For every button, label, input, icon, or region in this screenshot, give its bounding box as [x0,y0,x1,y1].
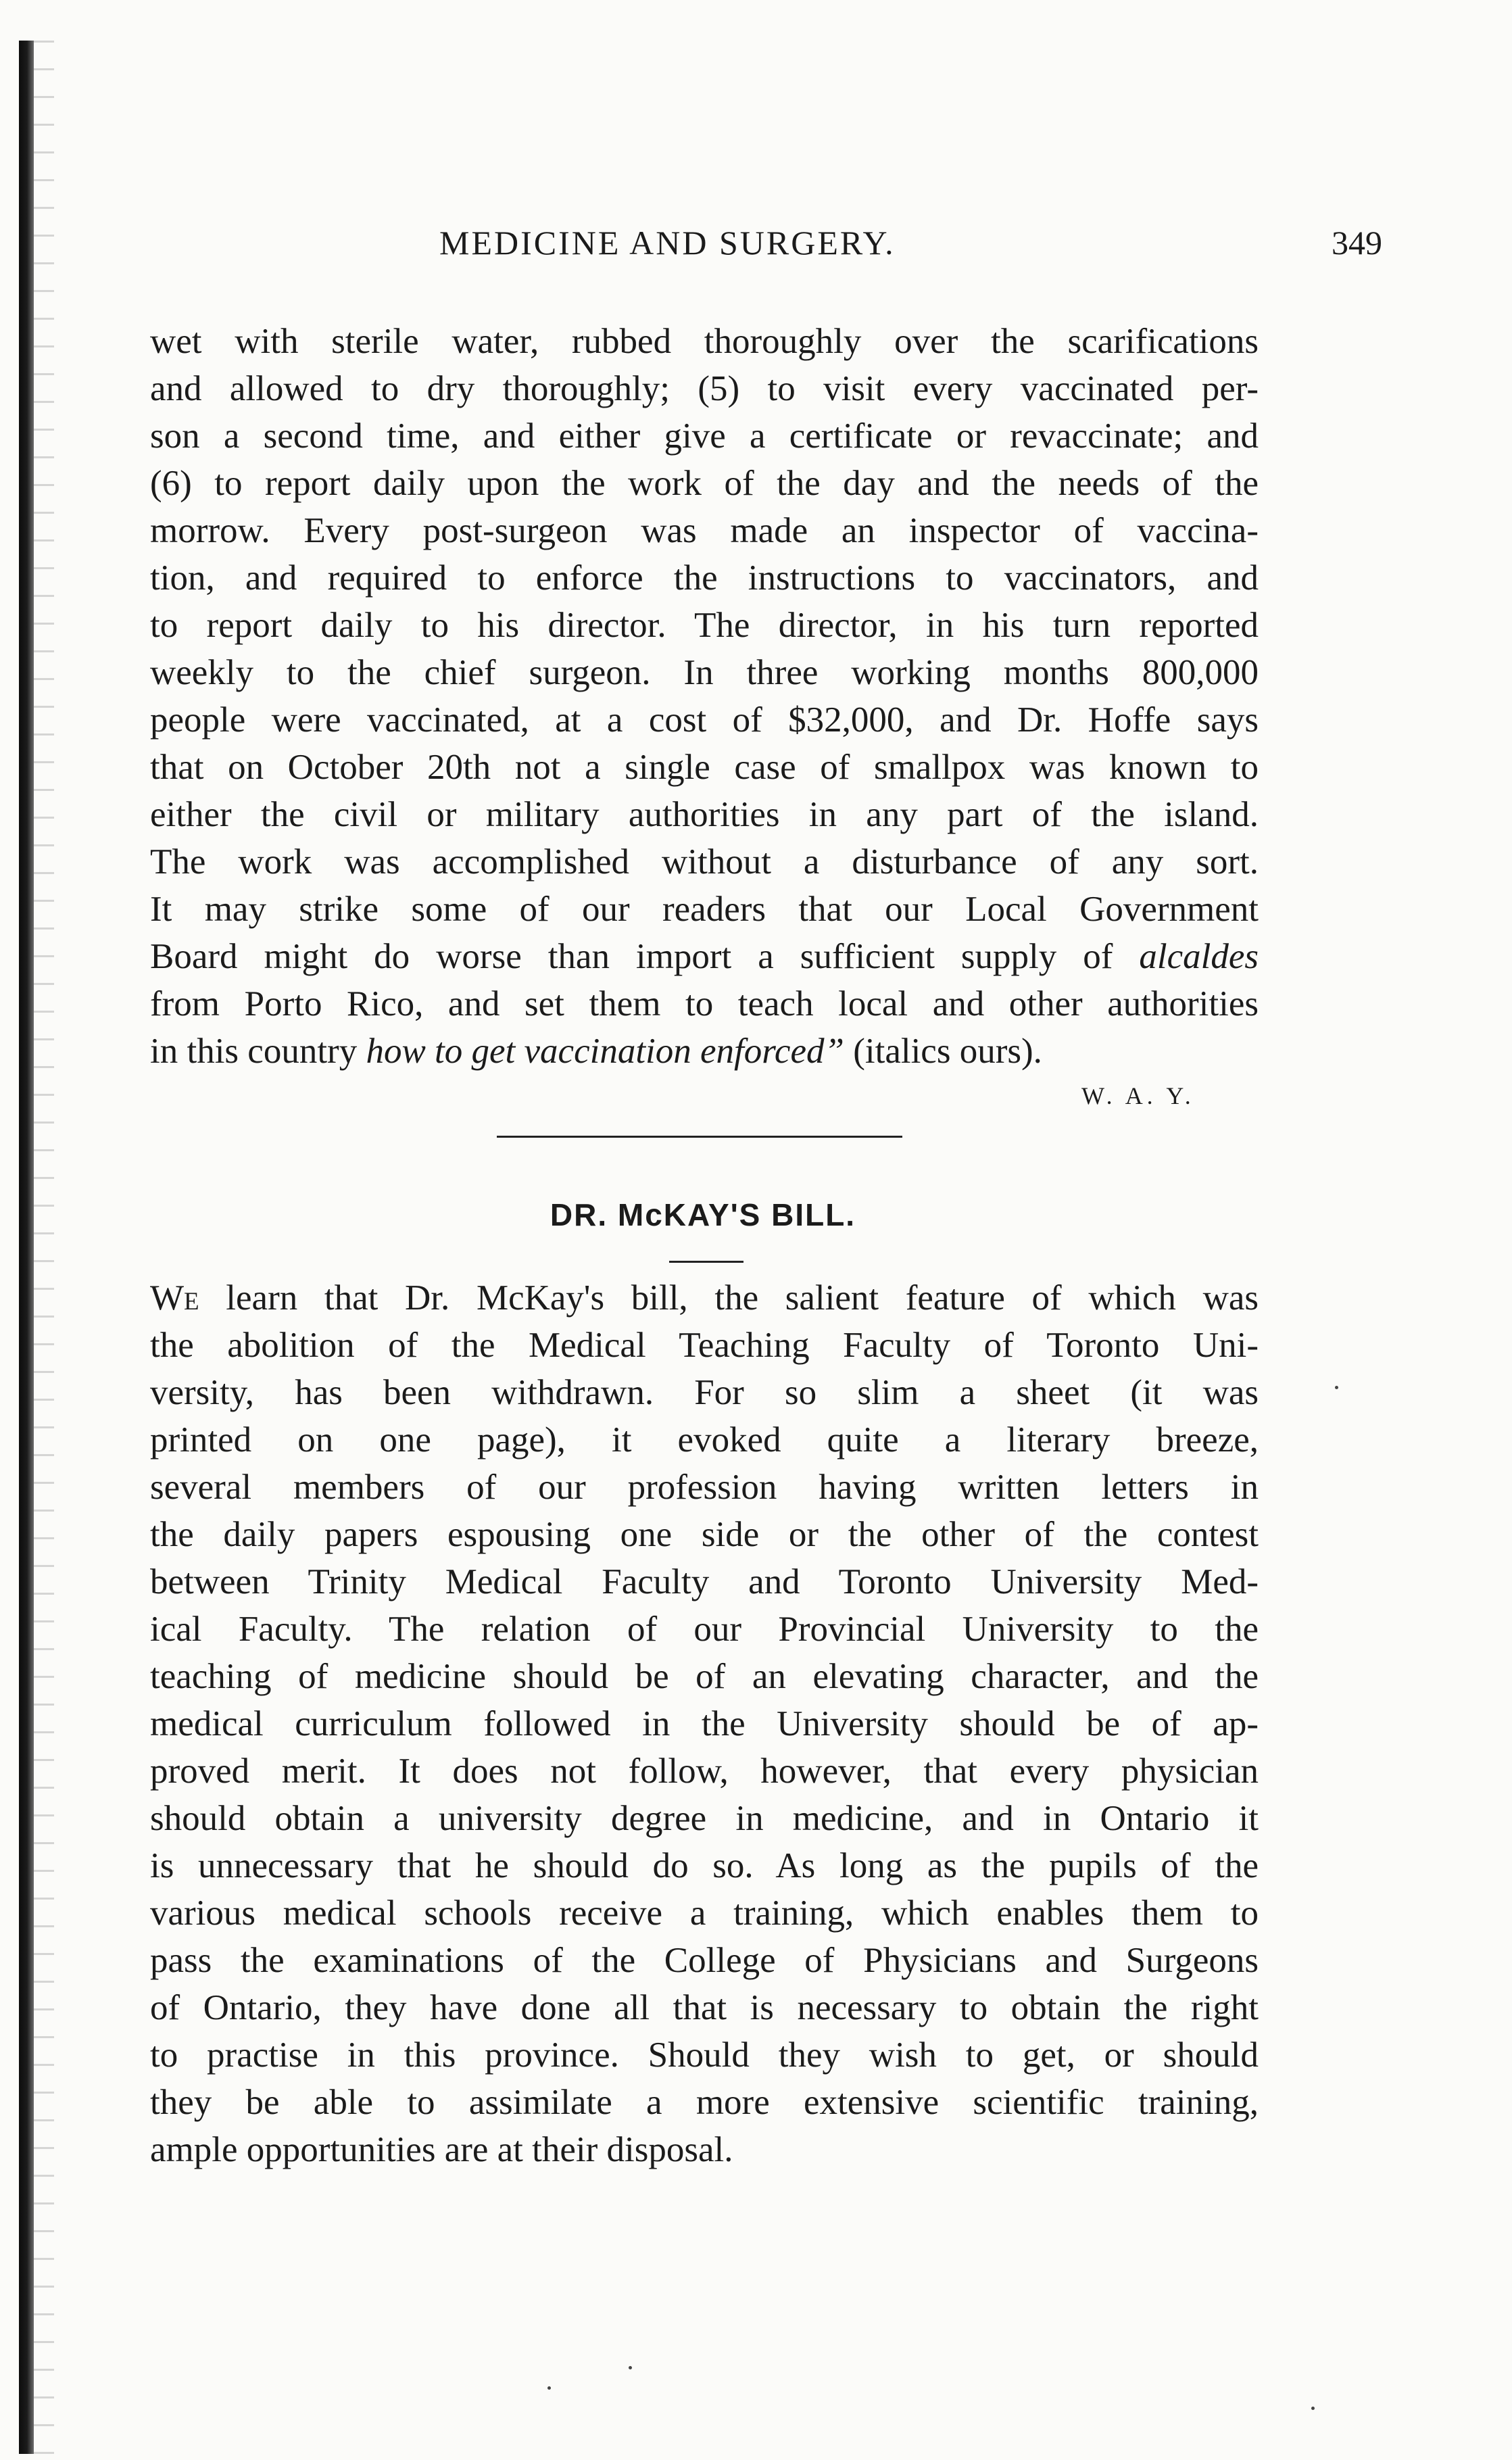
text-line: and allowed to dry thoroughly; (5) to visit every vaccinated per- [150,369,1259,408]
text-segment: learn that Dr. McKay's bill, the salient feature of which was [226,1278,1259,1318]
text-line-with-italic [150,933,1259,980]
text-line: to practise in this province. Should they wish to get, or should [150,2035,1259,2075]
text-line: ical Faculty. The relation of our Provincial University to the [150,1610,1259,1649]
page-number: 349 [1332,224,1382,262]
text-segment: in this country [150,1032,358,1071]
text-line: ample opportunities are at their disposal. [150,2130,733,2169]
text-line: The work was accomplished without a disturbance of any sort. [150,842,1259,882]
first-word: We [150,1278,199,1318]
text-line: It may strike some of our readers that our Local Government [150,890,1259,929]
text-line: (6) to report daily upon the work of the day and the needs of the [150,464,1259,503]
text-segment: Board might do worse than import a sufficient supply of [150,937,1113,976]
text-line: people were vaccinated, at a cost of $32,000, and Dr. Hoffe says [150,700,1259,740]
page-binding-shadow [19,41,34,2454]
text-line: wet with sterile water, rubbed thoroughly over the scarifications [150,322,1259,361]
text-line: is unnecessary that he should do so. As long as the pupils of the [150,1846,1259,1885]
scan-speck [1311,2407,1315,2410]
text-line: printed on one page), it evoked quite a literary breeze, [150,1420,1259,1460]
scan-speck [547,2386,551,2390]
scan-speck [1335,1386,1338,1389]
section-divider [497,1136,902,1138]
text-line: pass the examinations of the College of Physicians and Surgeons [150,1941,1259,1980]
text-line: tion, and required to enforce the instructions to vaccinators, and [150,558,1259,598]
page-binding-fringe [34,41,54,2454]
text-line: morrow. Every post-surgeon was made an inspector of vaccina- [150,511,1259,550]
text-line: the daily papers espousing one side or the other of the contest [150,1515,1259,1554]
running-title: MEDICINE AND SURGERY. [439,224,896,262]
text-line: that on October 20th not a single case of smallpox was known to [150,748,1259,787]
scan-speck [629,2366,632,2369]
text-line: several members of our profession having written letters in [150,1468,1259,1507]
text-line: between Trinity Medical Faculty and Toronto University Med- [150,1562,1259,1601]
text-line: weekly to the chief surgeon. In three working months 800,000 [150,653,1259,692]
text-line: of Ontario, they have done all that is necessary to obtain the right [150,1988,1259,2027]
text-line: various medical schools receive a training, which enables them to [150,1894,1259,1933]
author-signature: W. A. Y. [1081,1082,1195,1109]
text-line: the abolition of the Medical Teaching Faculty of Toronto Uni- [150,1326,1259,1365]
text-line: from Porto Rico, and set them to teach local and other authorities [150,984,1259,1023]
title-underline [669,1261,743,1263]
text-line: versity, has been withdrawn. For so slim a sheet (it was [150,1373,1259,1412]
text-line: should obtain a university degree in medicine, and in Ontario it [150,1799,1259,1838]
article-body [150,1274,1259,2173]
text-line: they be able to assimilate a more extensive scientific training, [150,2083,1259,2122]
text-line: son a second time, and either give a certificate or revaccinate; and [150,416,1259,456]
article-title: DR. McKAY'S BILL. [550,1197,856,1232]
text-segment: (italics ours). [853,1032,1042,1071]
text-line: teaching of medicine should be of an elevating character, and the [150,1657,1259,1696]
text-line-with-italic [150,1028,1259,1075]
text-line: medical curriculum followed in the University should be of ap- [150,1704,1259,1743]
continued-article-body [150,318,1259,1075]
text-line: proved merit. It does not follow, however, that every physician [150,1752,1259,1791]
italic-word: alcaldes [1139,937,1259,976]
text-line-first [150,1274,1259,1322]
italic-quote: how to get vaccination enforced” [366,1032,844,1071]
text-line: to report daily to his director. The director, in his turn reported [150,606,1259,645]
text-line: either the civil or military authorities in any part of the island. [150,795,1259,834]
